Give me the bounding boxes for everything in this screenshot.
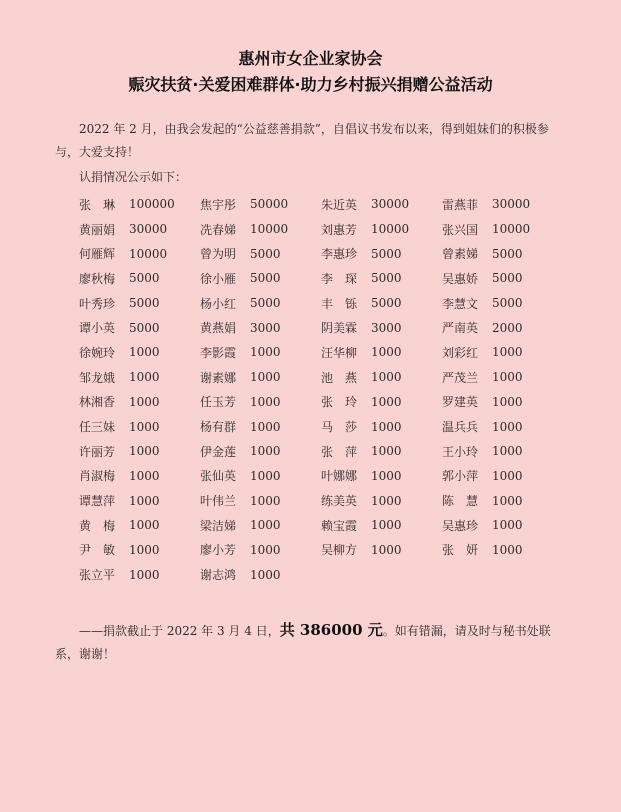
donor-entry — [79, 513, 200, 538]
donor-entry — [321, 291, 442, 316]
donor-amount: 1000 — [250, 493, 281, 508]
donor-amount: 1000 — [371, 493, 402, 508]
donor-entry — [442, 390, 563, 415]
donor-name: 许丽芳 — [79, 444, 116, 459]
donor-amount: 5000 — [250, 246, 281, 261]
donor-amount: 5000 — [250, 296, 281, 311]
event-title: 赈灾扶贫·关爱困难群体·助力乡村振兴捐赠公益活动 — [128, 75, 493, 94]
donor-name: 阴美霖 — [321, 321, 358, 336]
donor-amount: 10000 — [492, 222, 531, 237]
donor-entry — [200, 488, 321, 513]
donor-name: 吴惠娇 — [442, 271, 479, 286]
donor-name: 陈 慧 — [442, 494, 479, 509]
donor-entry — [200, 513, 321, 538]
donor-amount: 1000 — [492, 518, 523, 533]
donor-name: 朱近英 — [321, 197, 358, 212]
donor-amount: 5000 — [371, 296, 402, 311]
donor-name: 廖秋梅 — [79, 271, 116, 286]
donor-amount: 1000 — [492, 468, 523, 483]
donor-entry — [442, 340, 563, 365]
donor-name: 张 萍 — [321, 444, 358, 459]
donor-amount: 1000 — [371, 468, 402, 483]
donor-amount: 1000 — [129, 518, 160, 533]
donor-amount: 30000 — [492, 197, 531, 212]
donor-entry — [79, 192, 200, 217]
donor-amount: 5000 — [371, 271, 402, 286]
donor-entry — [321, 513, 442, 538]
donor-entry — [321, 414, 442, 439]
donor-name: 焦宇彤 — [200, 197, 237, 212]
donor-name: 何雁辉 — [79, 247, 116, 262]
donor-entry — [442, 217, 563, 242]
donor-amount: 1000 — [129, 493, 160, 508]
donor-name: 邹龙娥 — [79, 370, 116, 385]
donor-name: 冼春娣 — [200, 222, 237, 237]
donor-entry — [200, 340, 321, 365]
donor-entry — [79, 414, 200, 439]
donor-amount: 5000 — [492, 271, 523, 286]
donor-entry — [200, 439, 321, 464]
donor-name: 尹 敏 — [79, 543, 116, 558]
donor-name: 李惠珍 — [321, 247, 358, 262]
donor-entry — [321, 365, 442, 390]
donor-entry — [442, 315, 563, 340]
donor-amount: 1000 — [492, 370, 523, 385]
donor-amount: 1000 — [129, 444, 160, 459]
donor-amount: 1000 — [371, 444, 402, 459]
donor-name: 张 琳 — [79, 197, 116, 212]
donor-name: 汪华柳 — [321, 345, 358, 360]
org-title: 惠州市女企业家协会 — [238, 49, 383, 68]
donor-amount: 3000 — [250, 320, 281, 335]
donor-name: 廖小芳 — [200, 543, 237, 558]
donor-name: 曾为明 — [200, 247, 237, 262]
donor-entry — [79, 538, 200, 563]
donor-amount: 3000 — [371, 320, 402, 335]
donor-entry — [321, 241, 442, 266]
donor-entry — [79, 340, 200, 365]
donor-amount: 1000 — [371, 370, 402, 385]
donor-amount: 1000 — [129, 468, 160, 483]
donor-entry — [442, 488, 563, 513]
donor-entry — [200, 192, 321, 217]
donor-amount: 1000 — [492, 394, 523, 409]
donor-entry — [200, 365, 321, 390]
donor-name: 温兵兵 — [442, 420, 479, 435]
donor-name: 刘惠芳 — [321, 222, 358, 237]
donor-name: 梁洁娣 — [200, 518, 237, 533]
donor-amount: 1000 — [371, 419, 402, 434]
donor-name: 雷燕菲 — [442, 197, 479, 212]
donor-amount: 1000 — [371, 518, 402, 533]
donor-entry — [79, 241, 200, 266]
donor-amount: 1000 — [492, 444, 523, 459]
donor-name: 谢志鸿 — [200, 568, 237, 583]
donor-name: 吴惠珍 — [442, 518, 479, 533]
donor-amount: 10000 — [250, 222, 289, 237]
donation-total: 共 386000 元 — [279, 621, 383, 639]
donor-entry — [321, 192, 442, 217]
donor-name: 谭小英 — [79, 321, 116, 336]
donor-name: 任玉芳 — [200, 395, 237, 410]
donor-entry — [442, 513, 563, 538]
donor-amount: 1000 — [129, 394, 160, 409]
donor-name: 谢素娜 — [200, 370, 237, 385]
donor-entry — [321, 488, 442, 513]
donor-entry — [79, 562, 200, 587]
footer-suffix: 。如有错漏，请及时与秘书处联系，谢谢！ — [55, 624, 551, 661]
donor-entry — [321, 439, 442, 464]
donor-amount: 1000 — [129, 567, 160, 582]
donor-name: 刘彩红 — [442, 345, 479, 360]
donor-amount: 5000 — [129, 271, 160, 286]
donor-list — [79, 192, 569, 587]
donor-amount: 1000 — [492, 345, 523, 360]
donor-name: 池 燕 — [321, 370, 358, 385]
intro-text: 2022 年 2 月，由我会发起的“公益慈善捐款”，自倡议书发布以来，得到姐妹们的积极参与，大爱支持！ — [55, 122, 549, 159]
donor-entry — [79, 439, 200, 464]
donor-entry — [79, 291, 200, 316]
donor-name: 严南英 — [442, 321, 479, 336]
donor-name: 谭慧萍 — [79, 494, 116, 509]
donor-entry — [321, 390, 442, 415]
donor-entry — [79, 266, 200, 291]
donor-entry — [442, 538, 563, 563]
donor-amount: 10000 — [129, 246, 168, 261]
donor-entry — [200, 390, 321, 415]
donor-name: 张仙英 — [200, 469, 237, 484]
donor-name: 练美英 — [321, 494, 358, 509]
donor-amount: 1000 — [492, 542, 523, 557]
list-heading — [55, 166, 555, 189]
donor-entry — [79, 390, 200, 415]
list-heading-text: 认捐情况公示如下： — [79, 170, 188, 184]
donor-amount: 5000 — [492, 246, 523, 261]
donor-name: 徐婉玲 — [79, 345, 116, 360]
donor-name: 曾素娣 — [442, 247, 479, 262]
donor-name: 李 琛 — [321, 271, 358, 286]
donor-amount: 1000 — [492, 493, 523, 508]
donor-amount: 1000 — [250, 444, 281, 459]
donor-name: 李影霞 — [200, 345, 237, 360]
donor-amount: 2000 — [492, 320, 523, 335]
donor-amount: 1000 — [250, 542, 281, 557]
donor-name: 张兴国 — [442, 222, 479, 237]
donor-name: 李慧文 — [442, 296, 479, 311]
donor-amount: 10000 — [371, 222, 410, 237]
donor-name: 林湘香 — [79, 395, 116, 410]
intro-paragraph — [55, 118, 555, 164]
donor-name: 黄丽娟 — [79, 222, 116, 237]
donor-amount: 5000 — [492, 296, 523, 311]
donor-name: 杨小红 — [200, 296, 237, 311]
donor-entry — [200, 414, 321, 439]
donor-amount: 1000 — [129, 542, 160, 557]
donor-amount: 1000 — [250, 370, 281, 385]
donor-name: 黄 梅 — [79, 518, 116, 533]
donor-name: 王小玲 — [442, 444, 479, 459]
donor-name: 叶娜娜 — [321, 469, 358, 484]
donor-name: 任三妹 — [79, 420, 116, 435]
donor-name: 张立平 — [79, 568, 116, 583]
donor-entry — [321, 315, 442, 340]
donor-entry — [442, 266, 563, 291]
donor-amount: 1000 — [129, 419, 160, 434]
donor-name: 赖宝霞 — [321, 518, 358, 533]
donor-entry — [442, 291, 563, 316]
donor-name: 徐小雁 — [200, 271, 237, 286]
donor-entry — [79, 315, 200, 340]
donor-amount: 1000 — [250, 345, 281, 360]
donor-amount: 5000 — [371, 246, 402, 261]
donor-entry — [321, 464, 442, 489]
donor-entry — [79, 464, 200, 489]
footer-prefix: ——捐款截止于 2022 年 3 月 4 日， — [79, 624, 280, 638]
donor-name: 张 玲 — [321, 395, 358, 410]
donor-amount: 1000 — [250, 567, 281, 582]
donor-entry — [200, 538, 321, 563]
donor-amount: 50000 — [250, 197, 289, 212]
donor-entry — [442, 464, 563, 489]
donor-amount: 1000 — [371, 394, 402, 409]
donor-amount: 1000 — [129, 370, 160, 385]
donor-amount: 30000 — [371, 197, 410, 212]
donor-amount: 1000 — [250, 419, 281, 434]
donor-name: 伊金莲 — [200, 444, 237, 459]
donor-entry — [442, 241, 563, 266]
donor-entry — [321, 266, 442, 291]
donor-entry — [200, 562, 321, 587]
footer-paragraph — [55, 619, 555, 666]
donor-name: 肖淑梅 — [79, 469, 116, 484]
donor-entry — [200, 464, 321, 489]
donor-entry — [79, 365, 200, 390]
donor-entry — [79, 217, 200, 242]
donor-entry — [200, 217, 321, 242]
donor-name: 罗建英 — [442, 395, 479, 410]
donor-entry — [321, 217, 442, 242]
donor-amount: 1000 — [492, 419, 523, 434]
donor-entry — [200, 266, 321, 291]
donor-entry — [442, 192, 563, 217]
donor-entry — [321, 538, 442, 563]
donor-amount: 100000 — [129, 197, 175, 212]
donor-name: 黄燕娟 — [200, 321, 237, 336]
donor-amount: 1000 — [250, 468, 281, 483]
donor-entry — [200, 315, 321, 340]
donor-entry — [321, 340, 442, 365]
donor-name: 吴柳方 — [321, 543, 358, 558]
donor-name: 张 妍 — [442, 543, 479, 558]
donor-amount: 5000 — [129, 320, 160, 335]
donor-amount: 1000 — [129, 345, 160, 360]
donor-amount: 1000 — [250, 518, 281, 533]
donor-entry — [442, 365, 563, 390]
donor-amount: 5000 — [250, 271, 281, 286]
donor-entry — [79, 488, 200, 513]
donor-amount: 1000 — [371, 345, 402, 360]
donor-amount: 5000 — [129, 296, 160, 311]
donor-amount: 1000 — [371, 542, 402, 557]
donor-entry — [200, 291, 321, 316]
donor-name: 马 莎 — [321, 420, 358, 435]
donor-amount: 30000 — [129, 222, 168, 237]
donor-entry — [200, 241, 321, 266]
donor-name: 丰 铄 — [321, 296, 358, 311]
donor-entry — [442, 414, 563, 439]
donor-entry — [442, 439, 563, 464]
donor-amount: 1000 — [250, 394, 281, 409]
donor-name: 叶秀珍 — [79, 296, 116, 311]
donor-name: 严茂兰 — [442, 370, 479, 385]
donor-name: 叶伟兰 — [200, 494, 237, 509]
donor-name: 杨有群 — [200, 420, 237, 435]
donor-name: 郭小萍 — [442, 469, 479, 484]
